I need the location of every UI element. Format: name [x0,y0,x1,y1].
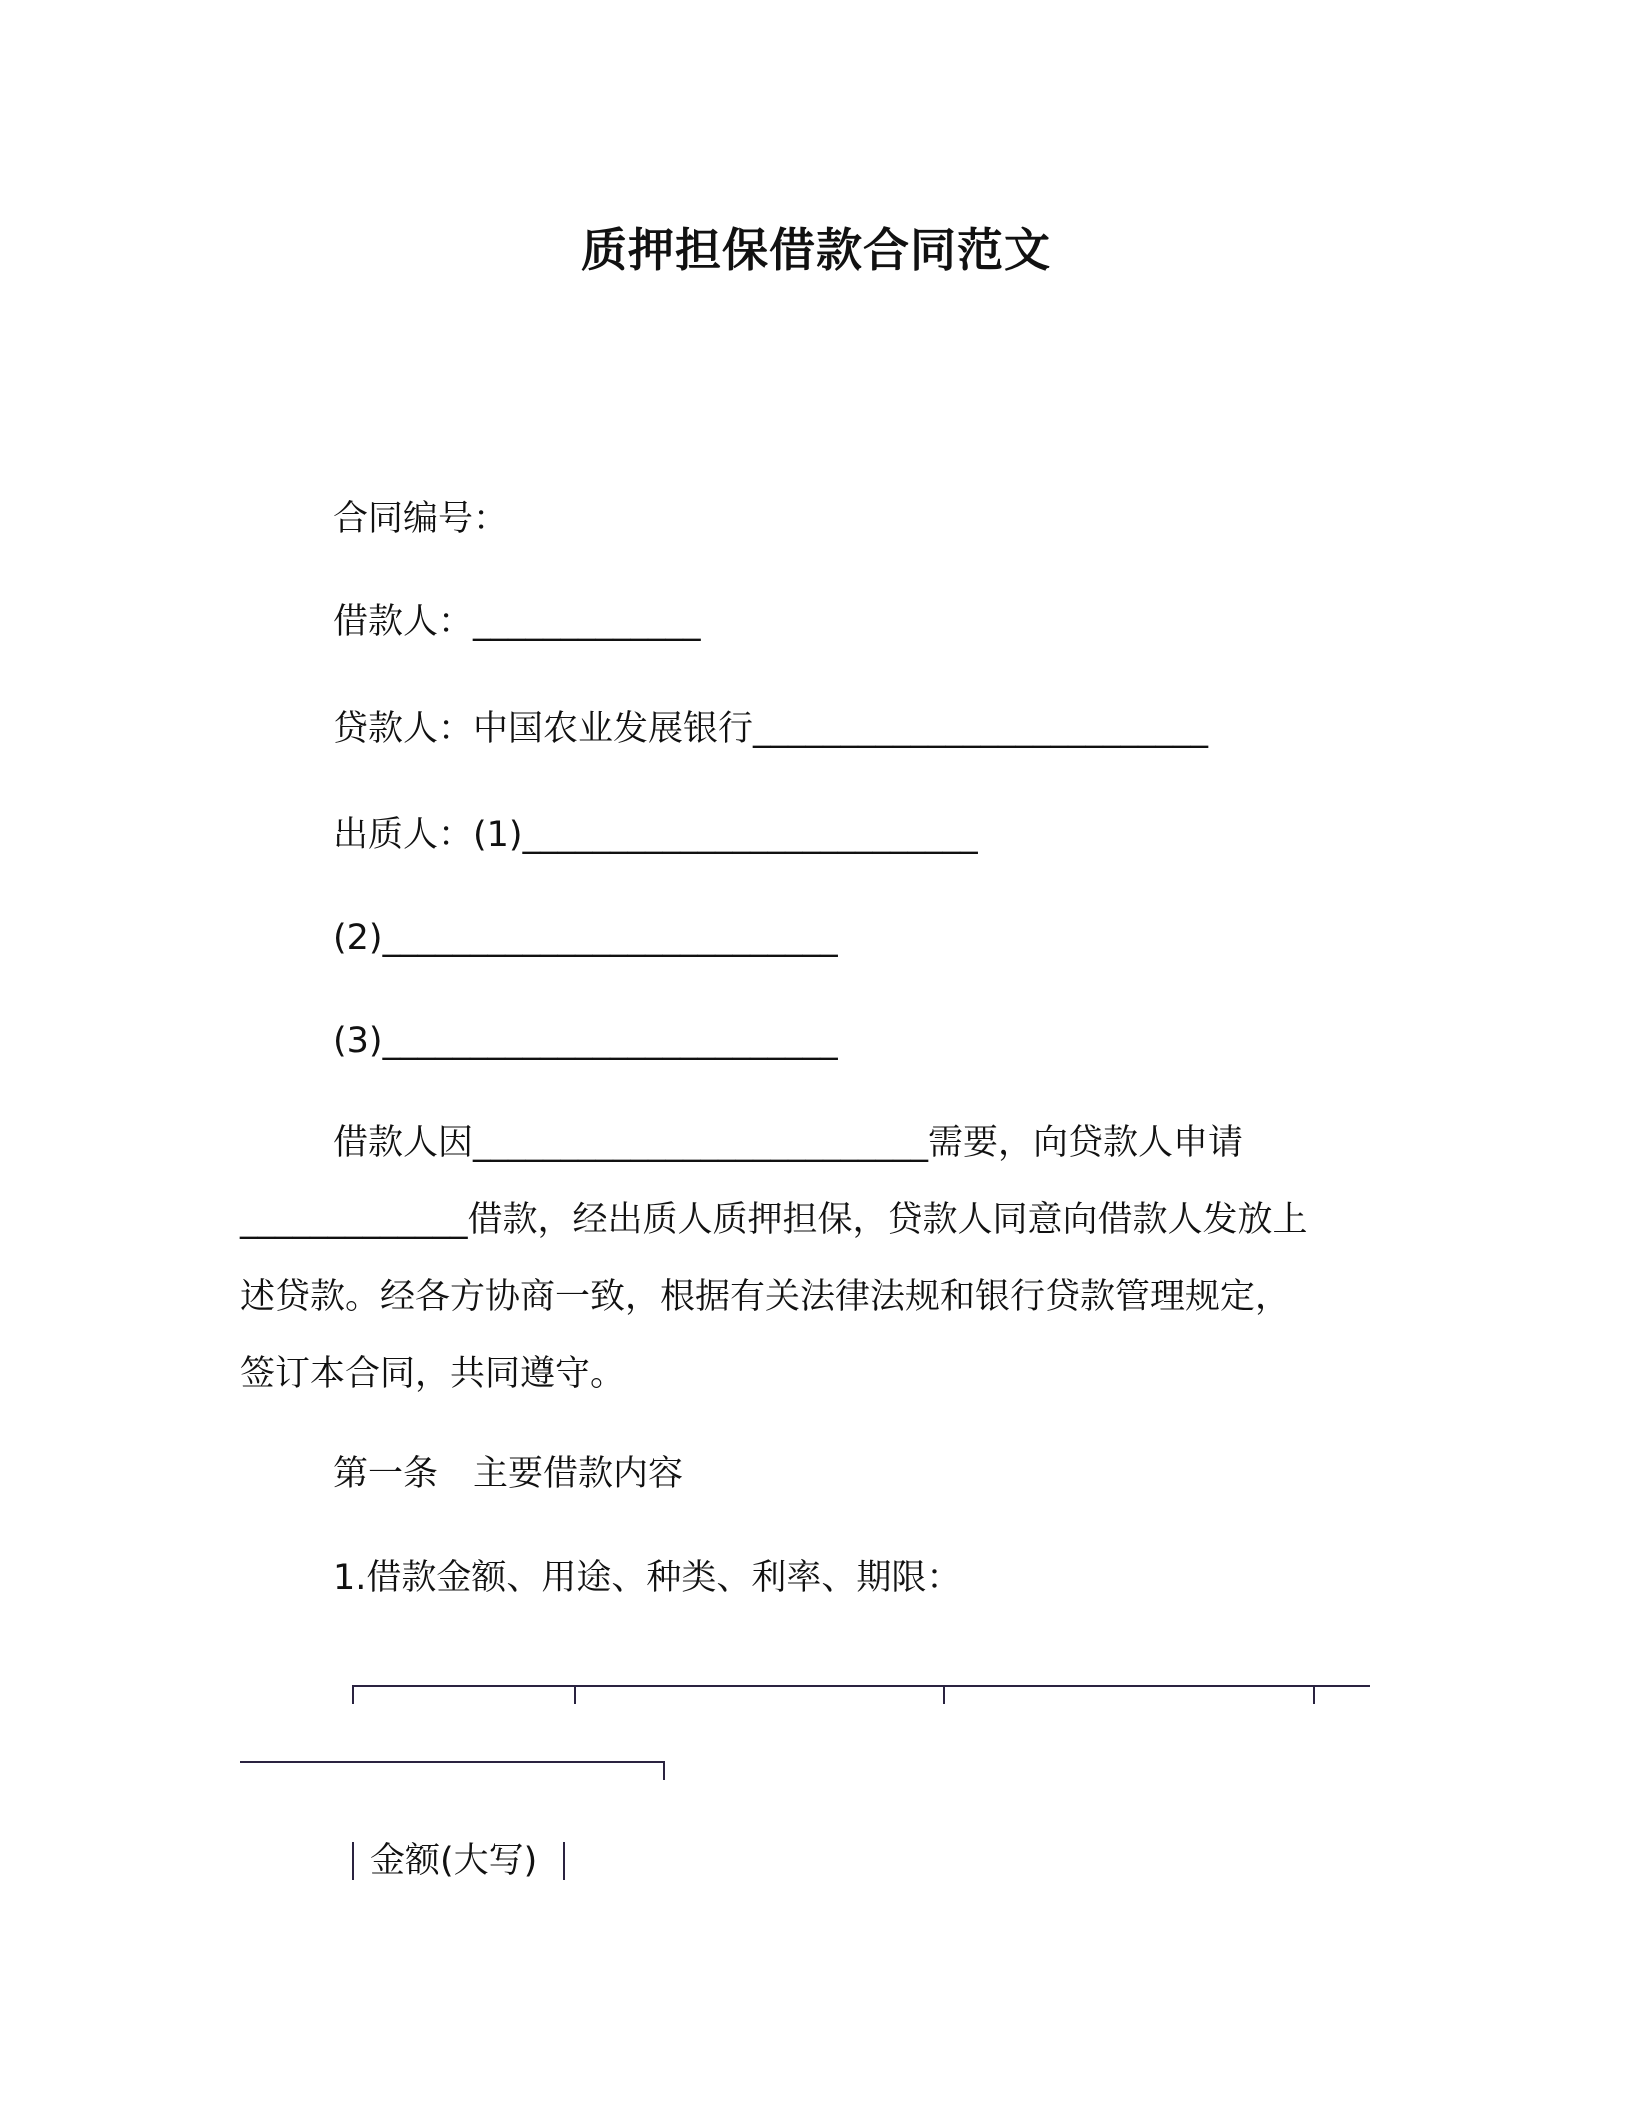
table-cell-border-right [563,1842,565,1880]
pledger-line-2: (2)__________________________ [333,918,838,958]
pledger-line-1: 出质人：(1)__________________________ [333,815,978,855]
table-cell-border-left [352,1842,354,1880]
borrower-line: 借款人：_____________ [333,602,701,642]
table-column-tick [663,1761,665,1780]
table-column-tick [574,1685,576,1704]
contract-number-label: 合同编号： [333,499,509,539]
table-top-border [352,1685,1370,1687]
table-row-border [240,1761,665,1763]
table-column-tick [352,1685,354,1704]
preamble-paragraph [240,1105,1380,1413]
paragraph-line: 签订本合同，共同遵守。 [240,1354,626,1394]
item-1-heading: 1.借款金额、用途、种类、利率、期限： [333,1558,962,1598]
document-title: 质押担保借款合同范文 [581,223,1051,277]
table-column-tick [943,1685,945,1704]
paragraph-line: 借款人因__________________________需要，向贷款人申请 [333,1123,1244,1163]
table-column-tick [1313,1685,1315,1704]
lender-line: 贷款人：中国农业发展银行__________________________ [333,709,1209,749]
pledger-line-3: (3)__________________________ [333,1021,838,1061]
paragraph-line: _____________借款，经出质人质押担保，贷款人同意向借款人发放上 [240,1200,1308,1240]
table-cell-amount: 金额(大写) [370,1841,538,1881]
article-1-heading: 第一条 主要借款内容 [333,1454,684,1494]
paragraph-line: 述贷款。经各方协商一致，根据有关法律法规和银行贷款管理规定， [240,1277,1291,1317]
